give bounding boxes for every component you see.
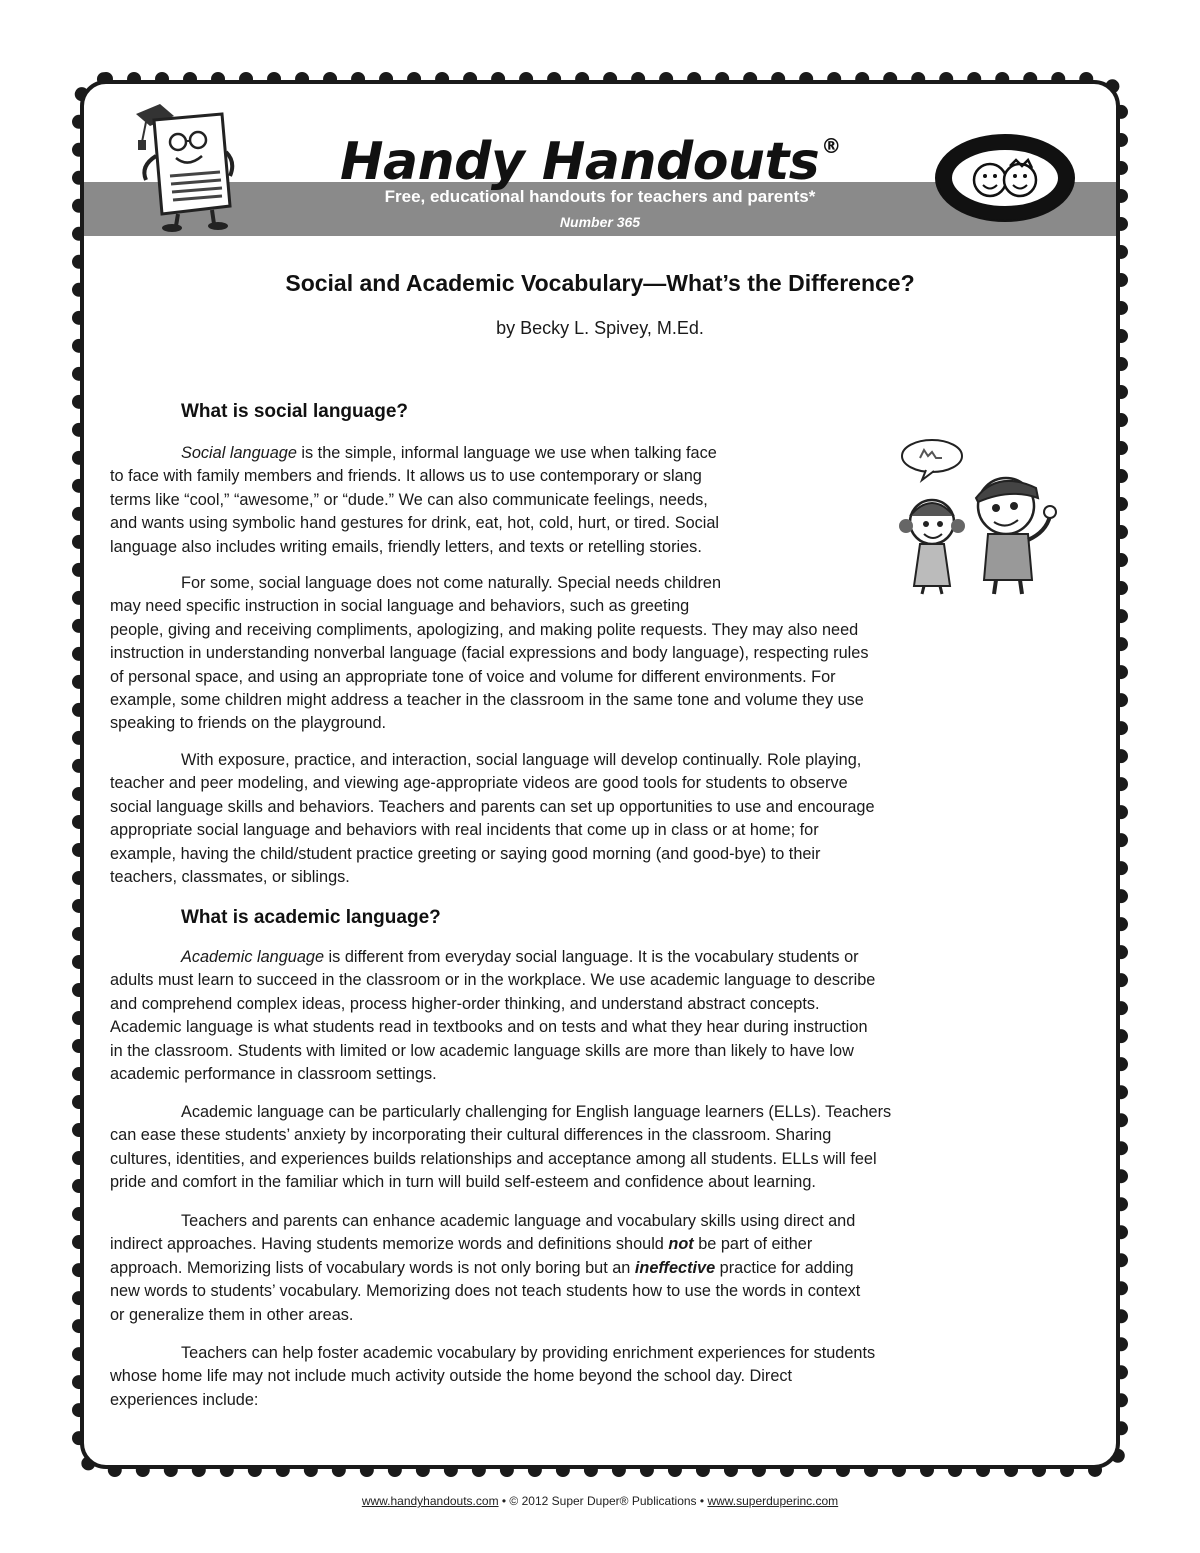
paragraph-academic-1: Academic language is different from everyday social language. It is the vocabulary students or adults must learn to succeed in the classroom or in the workplace. We use academic language to describe and comprehend complex ideas, process higher-order thinking, and understand abstract concepts. Academic language is what students read in textbooks and on tests and what they hear during instruction in the classroom. Students with limited or low academic language skills are more than likely to have low academic performance in classroom settings. [110,948,876,1084]
article-author: by Becky L. Spivey, M.Ed. [496,318,704,338]
paragraph-social-2: For some, social language does not come naturally. Special needs children may need specific instruction in social language and behaviors, such as greeting people, giving and receiving compliments, apologizing, and making polite requests. They may also need instruction in understanding nonverbal language (facial expressions and body language), respecting rules of personal space, and using an appropriate tone of voice and volume for different environments. For example, some children might address a teacher in the classroom in the same tone and volume they use speaking to friends on the playground. [110,574,869,733]
section-heading-academic: What is academic language? [181,907,441,928]
super-duper-logo [934,134,1076,222]
paragraph-academic-2: Academic language can be particularly challenging for English language learners (ELLs). Teachers can ease these students’ anxiety by incorporating their cultural differences in the classroom. Sharing cultures, identities, and experiences builds relationships and acceptance among all students. ELLs will feel pride and comfort in the familiar which in turn will build self-esteem and confidence about learning. [110,1103,892,1192]
kids-talking-illustration [886,436,1062,596]
page-footer: www.handyhandouts.com • © 2012 Super Duper® Publications • www.superduperinc.com [361,1494,839,1508]
handout-number: Number 365 [559,214,641,230]
paragraph-academic-3: Teachers and parents can enhance academic language and vocabulary skills using direct and indirect approaches. Having students memorize words and definitions should not be part of either approach. Memorizing lists of vocabulary words is not only boring but an ineffective practice for adding new words to students’ vocabulary. Memorizing does not teach students how to use the words in context or generalize them in other areas. [110,1212,861,1324]
handout-mascot-icon [126,96,238,232]
section-heading-social: What is social language? [181,401,408,422]
paragraph-academic-4: Teachers can help foster academic vocabulary by providing enrichment experiences for students whose home life may not include much activity outside the home beyond the school day. Direct experiences include: [110,1344,876,1409]
paragraph-social-1: Social language is the simple, informal language we use when talking face to face with family members and friends. It allows us to use contemporary or slang terms like “cool,” “awesome,” or “dude.” We can also communicate feelings, needs, and wants using symbolic hand gestures for drink, eat, hot, cold, hurt, or tired. Social language also includes writing emails, friendly letters, and texts or retelling stories. [110,444,720,556]
brand-title: Handy Handouts ® [340,132,841,192]
handyhandouts-link[interactable]: www.handyhandouts.com [361,1494,499,1508]
superduperinc-link[interactable]: www.superduperinc.com [707,1494,839,1508]
article-title: Social and Academic Vocabulary—What’s the Difference? [285,270,915,296]
paragraph-social-3: With exposure, practice, and interaction, social language will develop continually. Role playing, teacher and peer modeling, and viewing age-appropriate videos are good tools for students to observe social language skills and behaviors. Teachers and parents can set up opportunities to use and encourage appropriate social language and behaviors with real incidents that come up in class or at home; for example, having the child/student practice greeting or saying good morning (and good-bye) to their teachers, classmates, or siblings. [110,751,875,887]
tagline: Free, educational handouts for teachers and parents* [384,187,816,206]
